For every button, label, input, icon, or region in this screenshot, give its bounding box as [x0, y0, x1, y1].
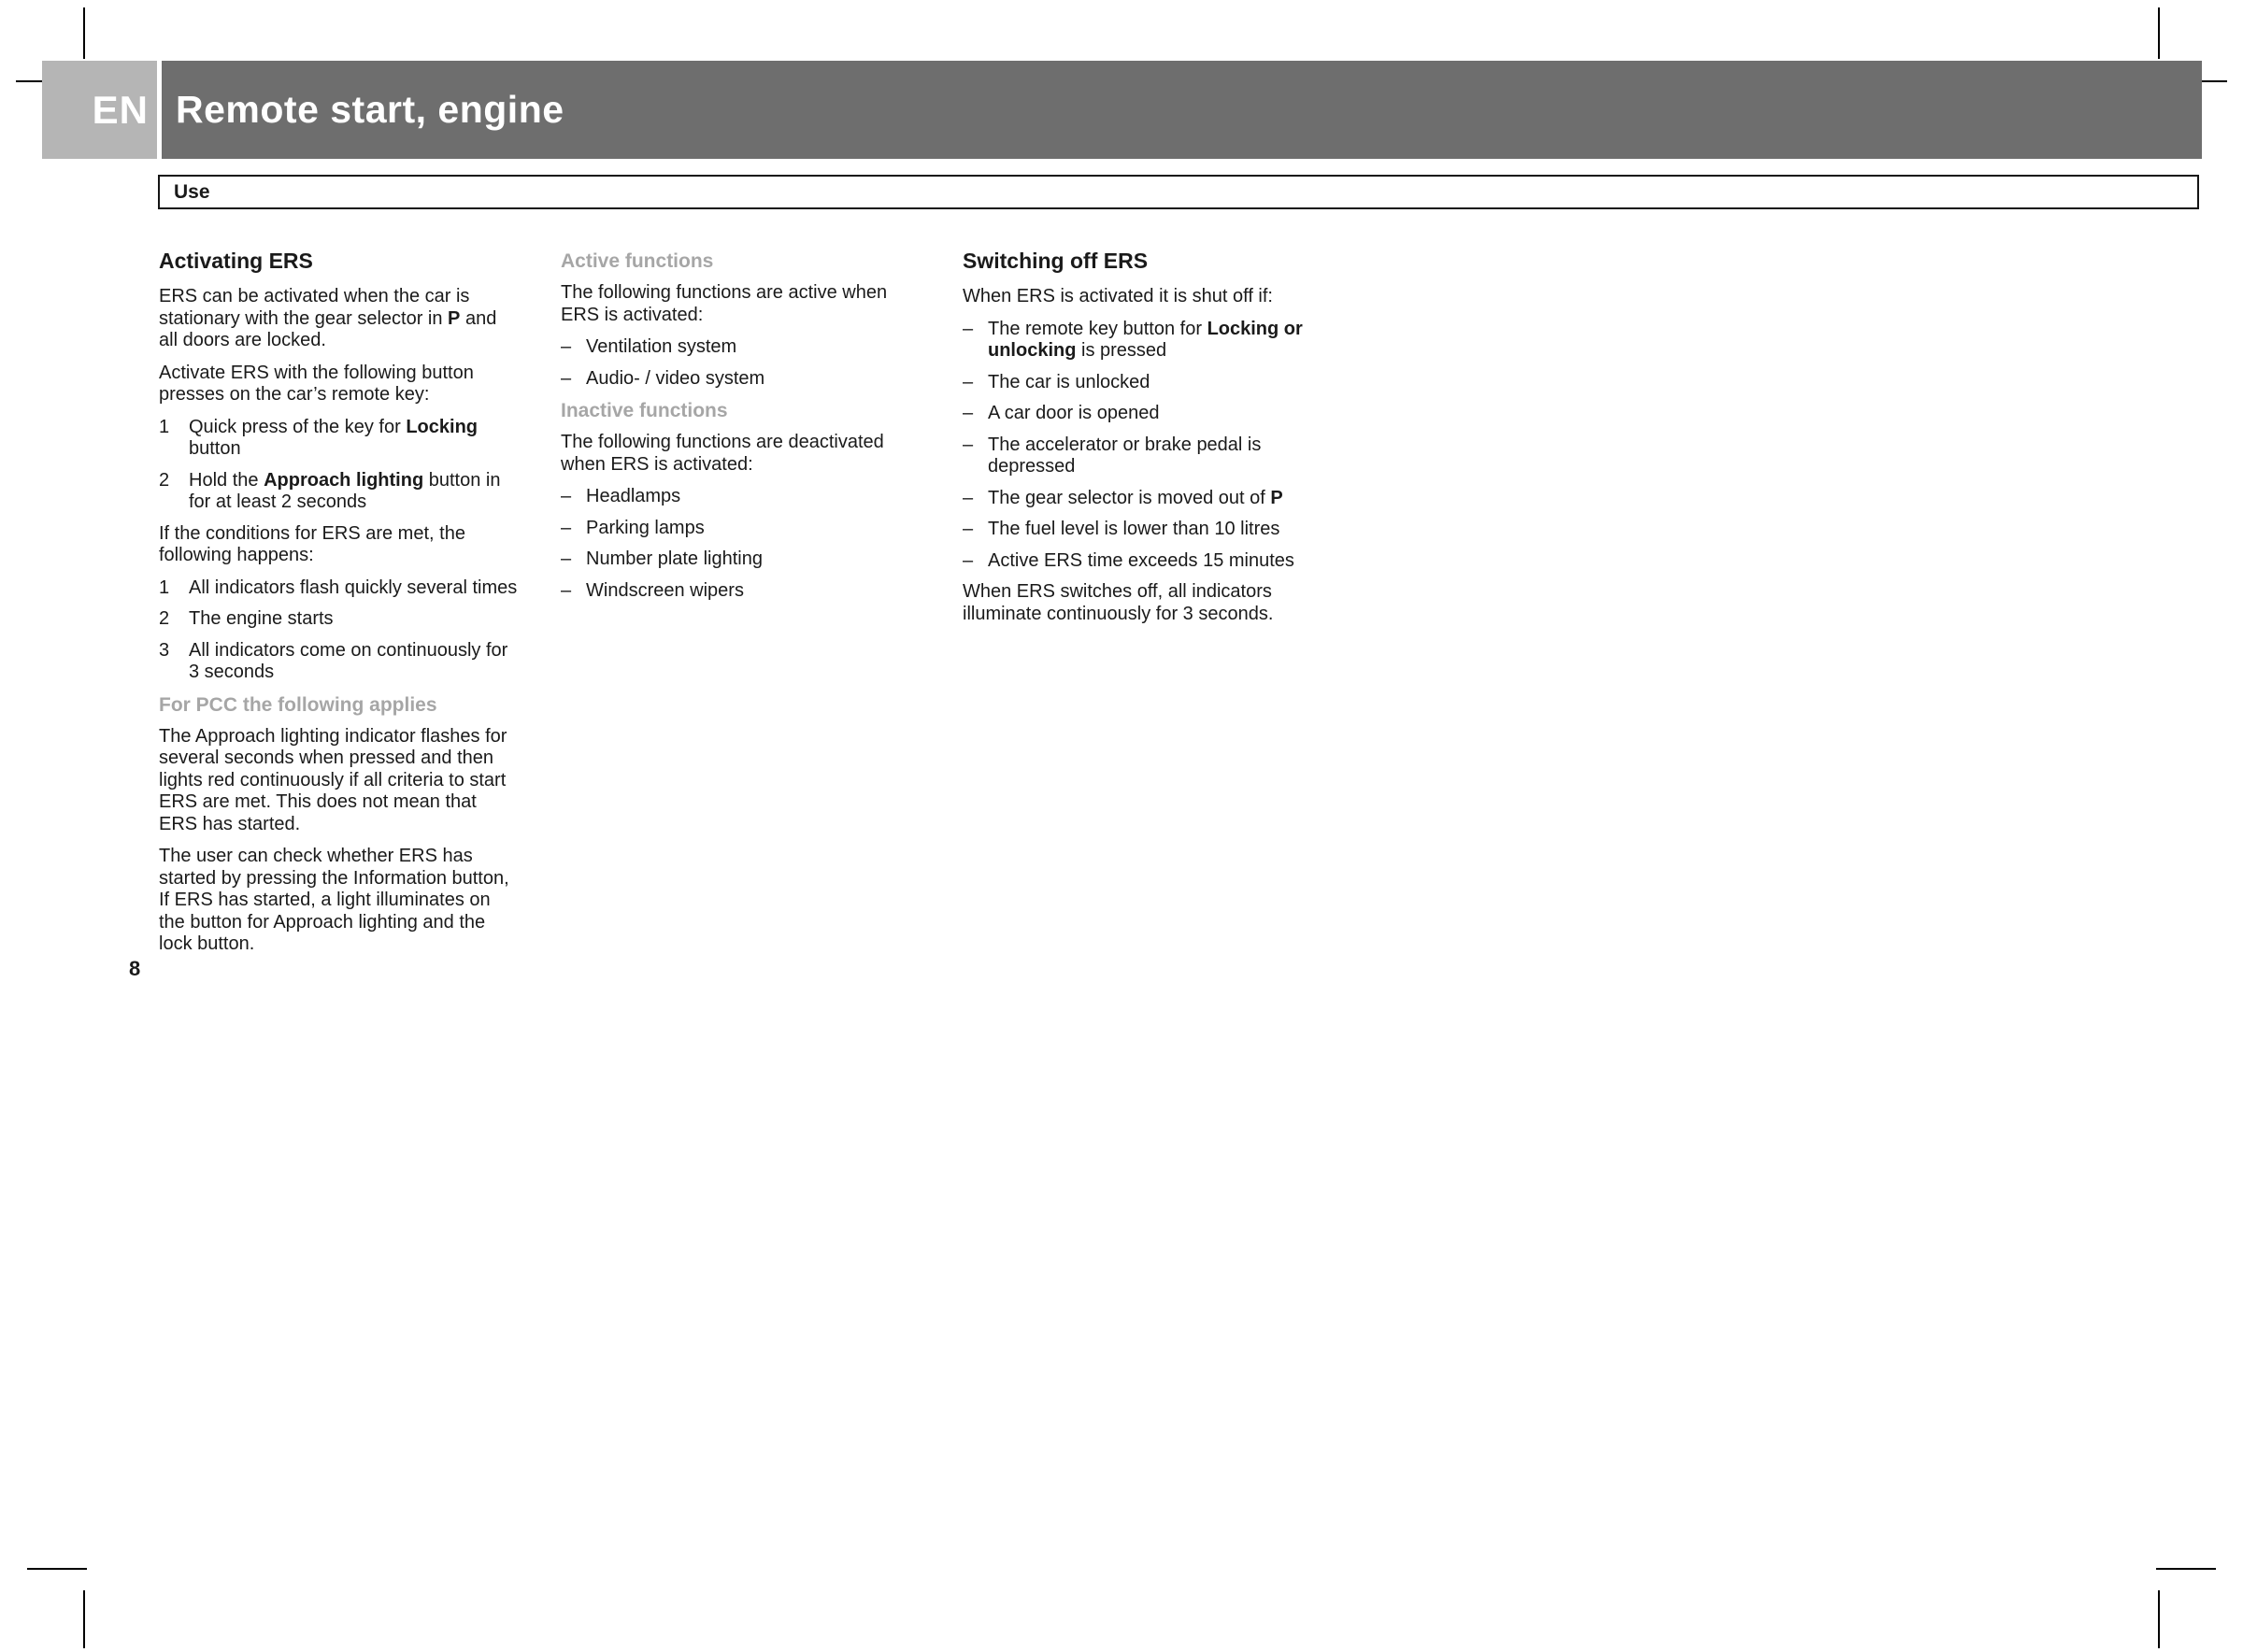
- bold-text: Locking: [406, 416, 478, 437]
- text: The car is unlocked: [988, 371, 1150, 392]
- text: Windscreen wipers: [586, 579, 744, 601]
- section-heading: Switching off ERS: [963, 249, 1149, 273]
- dash-list: [561, 486, 921, 602]
- dash-bullet: –: [561, 336, 572, 357]
- list-item-text: [988, 403, 1322, 425]
- column-3: [963, 248, 1322, 966]
- paragraph: [159, 286, 519, 352]
- numbered-list: [159, 577, 519, 684]
- dash-bullet: –: [561, 486, 572, 506]
- list-item-text: [988, 319, 1322, 363]
- text: is pressed: [1076, 340, 1167, 361]
- numbered-list-item: [159, 577, 519, 600]
- paragraph: [159, 846, 519, 956]
- text: and all doors are locked.: [159, 307, 497, 350]
- text: Number plate lighting: [586, 548, 763, 569]
- paragraph: [561, 282, 921, 326]
- dash-bullet: –: [561, 548, 572, 569]
- list-item-text: [189, 577, 519, 600]
- text: All indicators flash quickly several times: [189, 577, 518, 598]
- column-1: [159, 248, 519, 966]
- text: Active ERS time exceeds 15 minutes: [988, 549, 1294, 571]
- text: Quick press of the key for: [189, 416, 407, 437]
- list-item-text: [189, 470, 519, 514]
- sub-heading: Inactive functions: [561, 400, 728, 421]
- list-item-number: 2: [159, 469, 170, 491]
- list-item-text: [586, 368, 921, 391]
- text: The following functions are deactivated when ERS is activated:: [561, 432, 884, 475]
- dash-list-item: [561, 336, 921, 359]
- crop-mark-left-horizontal: [16, 80, 44, 82]
- bold-text: P: [448, 307, 461, 329]
- crop-mark-right-horizontal: [2199, 80, 2227, 82]
- dash-bullet: –: [561, 367, 572, 389]
- section-tab: [158, 175, 2199, 209]
- text: The Approach lighting indicator flashes for several seconds when pressed and then lights red continuously if all criteria to start ERS are met. This does not mean that ERS has started.: [159, 725, 507, 834]
- dash-bullet: –: [963, 549, 974, 571]
- dash-list-item: [963, 372, 1322, 394]
- bold-text: Locking or unlocking: [988, 318, 1303, 361]
- dash-list-item: [561, 548, 921, 571]
- dash-list-item: [963, 319, 1322, 363]
- text: A car door is opened: [988, 403, 1160, 423]
- list-item-text: [988, 550, 1322, 573]
- paragraph: [159, 726, 519, 836]
- list-item-text: [586, 548, 921, 571]
- list-item-number: 2: [159, 608, 170, 629]
- list-item-text: [988, 519, 1322, 541]
- list-item-number: 3: [159, 639, 170, 661]
- dash-bullet: –: [963, 318, 974, 339]
- dash-bullet: –: [561, 579, 572, 601]
- text: The gear selector is moved out of: [988, 487, 1271, 508]
- dash-list: [561, 336, 921, 390]
- text: When ERS switches off, all indicators illuminate continuously for 3 seconds.: [963, 581, 1274, 624]
- crop-mark-bottom-left-horizontal: [27, 1568, 87, 1570]
- paragraph: [963, 286, 1322, 308]
- text: The remote key button for: [988, 318, 1207, 339]
- text: When ERS is activated it is shut off if:: [963, 286, 1273, 306]
- paragraph: [963, 581, 1322, 625]
- text: The following functions are active when ERS is activated:: [561, 282, 888, 325]
- text: Ventilation system: [586, 336, 737, 357]
- numbered-list-item: [159, 608, 519, 631]
- text: Audio- / video system: [586, 367, 765, 389]
- column-2: [561, 248, 921, 966]
- dash-list-item: [561, 518, 921, 540]
- text: Hold the: [189, 469, 264, 491]
- list-item-number: 1: [159, 577, 170, 598]
- sub-heading: Active functions: [561, 250, 714, 272]
- bold-text: P: [1270, 487, 1283, 508]
- dash-bullet: –: [963, 519, 974, 539]
- text: Parking lamps: [586, 517, 705, 538]
- section-heading: Activating ERS: [159, 249, 313, 273]
- crop-mark-bottom-left-vertical: [83, 1590, 85, 1648]
- content-columns: [159, 248, 1322, 966]
- dash-list-item: [963, 434, 1322, 478]
- text: button in for at least 2 seconds: [189, 469, 501, 512]
- text: button: [189, 438, 241, 459]
- list-item-text: [189, 640, 519, 684]
- sub-heading: For PCC the following applies: [159, 693, 437, 716]
- dash-list-item: [561, 486, 921, 508]
- list-item-text: [189, 417, 519, 461]
- page-header: [42, 61, 2202, 159]
- dash-list-item: [963, 519, 1322, 541]
- dash-bullet: –: [963, 487, 974, 508]
- list-item-text: [988, 434, 1322, 478]
- language-badge: EN: [42, 61, 157, 159]
- dash-bullet: –: [561, 517, 572, 538]
- paragraph: [159, 523, 519, 567]
- dash-bullet: –: [963, 371, 974, 392]
- text: The fuel level is lower than 10 litres: [988, 519, 1280, 539]
- text: The accelerator or brake pedal is depressed: [988, 434, 1262, 477]
- dash-list-item: [561, 368, 921, 391]
- list-item-text: [586, 336, 921, 359]
- dash-list-item: [963, 488, 1322, 510]
- text: Headlamps: [586, 486, 681, 506]
- paragraph: [561, 432, 921, 476]
- crop-mark-bottom-right-horizontal: [2156, 1568, 2216, 1570]
- numbered-list-item: [159, 417, 519, 461]
- bold-text: Approach lighting: [264, 469, 424, 491]
- crop-mark-top-right-vertical: [2158, 7, 2160, 59]
- list-item-text: [586, 580, 921, 603]
- text: All indicators come on continuously for 3 seconds: [189, 639, 508, 682]
- section-label: Use: [174, 180, 210, 203]
- numbered-list-item: [159, 470, 519, 514]
- crop-mark-bottom-right-vertical: [2158, 1590, 2160, 1648]
- dash-list: [963, 319, 1322, 573]
- list-item-text: [189, 608, 519, 631]
- list-item-text: [988, 372, 1322, 394]
- dash-bullet: –: [963, 403, 974, 423]
- dash-list-item: [963, 403, 1322, 425]
- dash-list-item: [963, 550, 1322, 573]
- numbered-list: [159, 417, 519, 514]
- page-title: Remote start, engine: [162, 61, 2202, 159]
- list-item-number: 1: [159, 416, 170, 437]
- crop-mark-top-left-vertical: [83, 7, 85, 59]
- paragraph: [159, 363, 519, 406]
- text: The user can check whether ERS has started by pressing the Information button, If ERS has started, a light illuminates on the button for Approach lighting and the lock button.: [159, 846, 509, 954]
- text: Activate ERS with the following button presses on the car’s remote key:: [159, 362, 474, 405]
- text: If the conditions for ERS are met, the following happens:: [159, 522, 465, 565]
- list-item-text: [586, 518, 921, 540]
- page-number: 8: [129, 957, 141, 980]
- numbered-list-item: [159, 640, 519, 684]
- dash-list-item: [561, 580, 921, 603]
- text: The engine starts: [189, 608, 334, 629]
- list-item-text: [988, 488, 1322, 510]
- text: ERS can be activated when the car is stationary with the gear selector in: [159, 286, 470, 329]
- list-item-text: [586, 486, 921, 508]
- dash-bullet: –: [963, 434, 974, 455]
